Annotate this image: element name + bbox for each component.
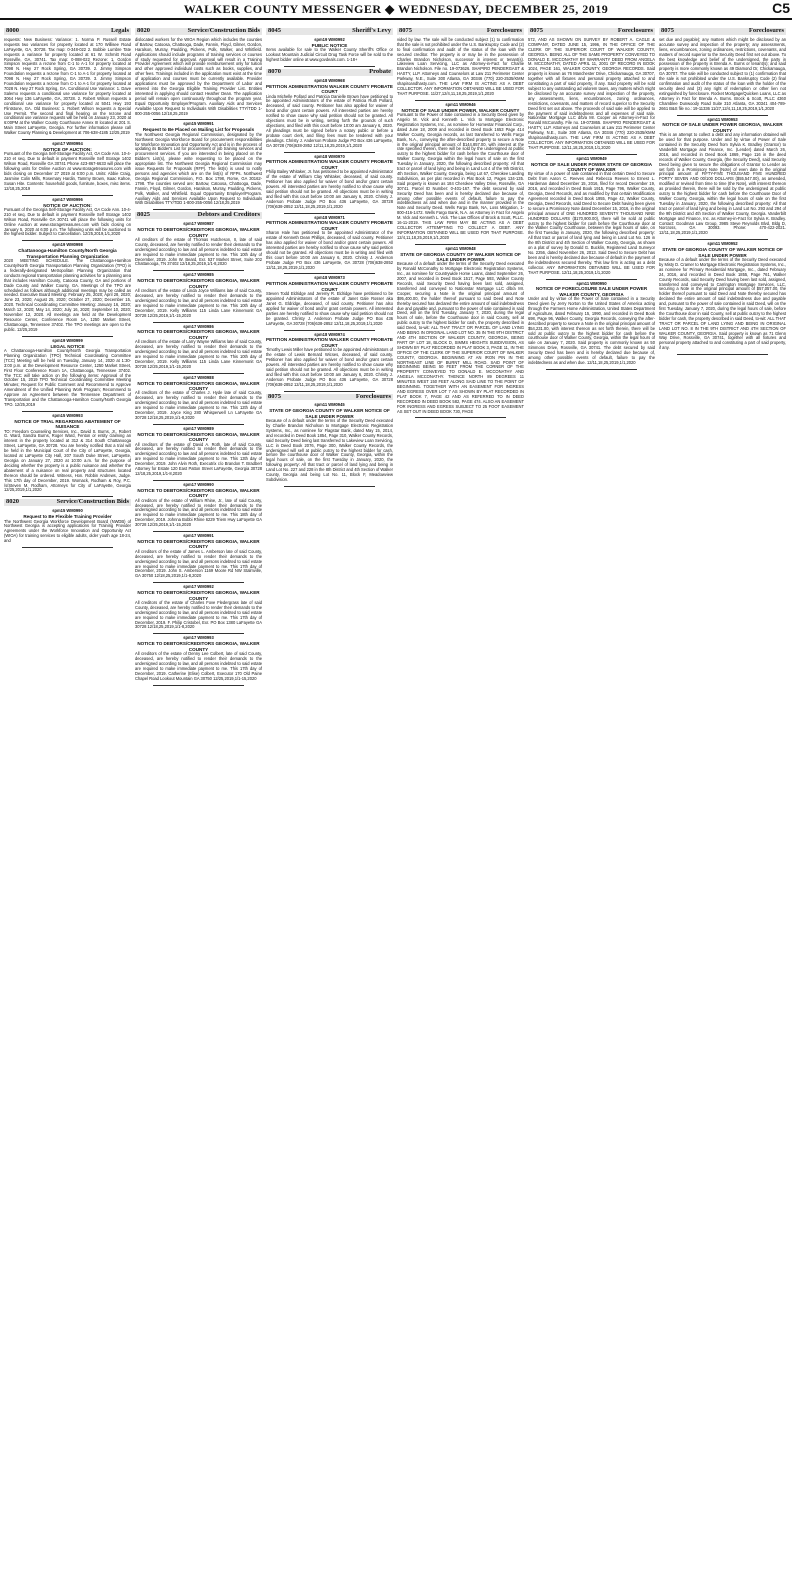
notice-divider [153, 373, 244, 374]
section-title: Foreclosures [748, 27, 784, 34]
notice-divider [22, 411, 113, 412]
notice-title: NOTICE TO DEBTORS/CREDITORS GEORGIA, WALKER COUNTY [137, 431, 260, 443]
notice-divider [284, 152, 375, 153]
legal-notice [135, 222, 262, 267]
notice-title: PETITION ADMINISTRATION WALKER COUNTY PROBATE COURT [266, 83, 393, 95]
notice-divider [153, 685, 244, 686]
column-6 [659, 26, 786, 1580]
legal-notice [135, 585, 262, 630]
section-header [135, 212, 262, 219]
notice-title: NOTICE OF TRIAL REGARDING ABATEMENT OF NUISANCE [14, 418, 121, 430]
notice-body: requests: New Business: Variance: 1. Norma P. Russell Estate requests two variances for property located at 170 Willisee Road LaFayette, GA, 30728. Tax map: 0-348-022 2. Bobbie Lumbre Tate requests a variance for property located at 61 W. Schmitt Road Rossville, GA, 30741. Tax map: 0-088-022 Rezone: 1. Gordon Simpson requests a rezone from C-1 to A-1 for property located at 7098 N. Hwy 27 Rock Spring, GA 30739. 2. Jimmy Simpson Foundation requests a rezone from C-1 to A-1 for property located at 7098 N. Hwy 27 Rock Spring, GA 30739. 3. Jimmy Simpson Foundation requests a rezone from C-1 to A-1 for property located at 7028 N. Hwy 27 Rock Spring, GA. Conditional Use Variance: 1. Dave Salerno requests a conditional use variance for property located at 3064 Hwy 136 LaFayette, GA, 30728. 2. Robert Wilson requests a conditional use variance for property located at 5041 Hwy 193 Flintstone, GA. Old Business: 1. Robert Wilson requests a Special Use Permit. The second and final hearing on the rezone and conditional use variance requests will be held on January 23, 2020 at 6:00PM at the Walker County Courthouse Annex III located at 201 S. Main Street LaFayette, Georgia. For further information please call Walker County Planning & Development at 706-638-4185 12/25,2019 [4, 36, 131, 136]
notice-body: Pursuant of the Georgia Self-Storage Facility Act, GA Code Ann. 10-4-210 et seq. Due to default in payment Rossville Self Storage 1402 Wilson Road, Rossville GA 30741 will place the following units for Online Auction at www.storagetreasures.com with bids closing on January 5, 2020 at 6:00 p.m. The following units will be auctioned to the highest bidder. Subject to Cancellation. 12/25,2019,1/1,2020 [4, 206, 131, 237]
section-number: 8075 [530, 27, 543, 34]
notice-title: PETITION ADMINISTRATION WALKER COUNTY PROBATE COURT [266, 159, 393, 170]
notice-divider [546, 154, 637, 155]
legal-notice [4, 38, 131, 136]
notice-divider [415, 244, 506, 245]
notice-body: Because of a default under the terms of the Security Deed executed by Ronald McConathy to Mortgage Electronic Registration Systems, Inc., as nominee for Countrywide Home Loans, dated September 26, 2007, and recorded in Deed Book 1517, Page 593, Walker County Records, said Security Deed having been last sold, assigned, transferred and conveyed to Nationstar Mortgage LLC d/b/a Mr. Cooper, securing a Note in the original principal amount of $95,400.00, the holder thereof pursuant to said Deed and Note thereby secured has declared the entire amount of said indebtedness due and payable and, pursuant to the power of sale contained in said Deed, will on the first Tuesday, January 7, 2020, during the legal hours of sale, before the Courthouse door in said County, sell at public outcry to the highest bidder for cash, the property described in said Deed, to-wit: ALL THAT TRACT OR PARCEL OF LAND LYING AND BEING IN ORIGINAL LAND LOT NO. 35 IN THE 9TH DISTRICT AND 4TH SECTION OF WALKER COUNTY, GEORGIA, BEING PART OF LOT 18, BLOCK D, SIMMS HEIGHTS SUBDIVISION, AS SHOWN BY PLAT RECORDED IN PLAT BOOK 3, PAGE 11, IN THE OFFICE OF THE CLERK OF THE SUPERIOR COURT OF WALKER COUNTY, GEORGIA. BEGINNING AT AN IRON PIN IN THE NORTHEAST LINE OF BURNT MILL ROAD. SAID POINT OF BEGINNING BEING 50 FEET FROM THE CORNER OF THE PROPERTY CONVEYED TO DONALD E. MCCONATHY AND ANGELA MCCONATHY. THENCE NORTH 89 DEGREES 11 MINUTES WEST 150 FEET ALONG SAID LINE TO THE POINT OF BEGINNING. TOGETHER WITH AN EASEMENT FOR INGRESS AND EGRESS OVER LOT 7 AS SHOWN BY PLAT RECORDED IN PLAT BOOK 7, PAGE 42 AND AS REFERRED TO IN DEED RECORDED IN DEED BOOK 582, PAGE 474. ALSO AN EASEMENT FOR INGRESS AND EGRESS SUBJECT TO 25 FOOT EASEMENT AS SET OUT IN DEED BOOK 730, PAGE [397, 261, 524, 414]
notice-body: All creditors of the estate of Denny Lee Colbert, late of said County, deceased, are hereby notified to render their demands to the undersigned according to law, and all persons indebted to said estate are required to make immediate payment to me. This 17th day of December, 2019. Catherine (Elise) Colbert, Executor 170 Old Paine Chapel Road Lookout Mountain GA 30750 12/25,2019,1/1-15,2020 [135, 651, 262, 681]
notice-title: NOTICE TO DEBTORS/CREDITORS GEORGIA, WALKER COUNTY [137, 278, 260, 289]
notice-title: STATE OF GEORGIA COUNTY OF WALKER NOTICE OF SALE UNDER POWER [662, 247, 783, 258]
notice-divider [22, 547, 113, 548]
legal-notice [135, 325, 262, 370]
notice-title: LEGAL NOTICE [50, 343, 85, 349]
notice-divider [415, 100, 506, 101]
legal-notice [397, 247, 524, 415]
notice-title: NOTICE OF SALE UNDER POWER GEORGIA, WALKER COUNTY [662, 122, 783, 133]
notice-id: spm17 WM0994 [52, 141, 83, 147]
column-5 [528, 26, 655, 1580]
notice-title: STATE OF GEORGIA COUNTY OF WALKER NOTICE OF SALE UNDER POWER [269, 408, 390, 419]
legal-notice [135, 122, 262, 206]
notice-id: spm19 WM0998 [52, 242, 83, 248]
legal-notice [135, 534, 262, 579]
notice-body: All creditors of the estate of Charles J. Hyde late of said County, deceased, are hereby notified to render their demands to the undersigned according to law, and all persons indebted to said estate are required to make immediate payment to me. This 12th day of December, 2019. Joyce King 280 Whisperwell Ln LaFayette GA 30728 12/18,25,2019,1/1-8,2020 [135, 390, 262, 420]
notice-divider [546, 369, 637, 370]
notice-body: The Northwest Georgia Workforce Development Board (NWDB) of Northwest Georgia is accepting applications for Training Provider Agreements under the Workforce Innovation and Opportunity Act (WIOA) for training services to eligible adults, older youth age 18-24, and [4, 518, 131, 544]
legal-notice [266, 38, 393, 63]
section-title: Legals [110, 27, 129, 34]
notice-title: NOTICE OF AUCTION: [43, 202, 92, 208]
notice-divider [677, 115, 768, 116]
notice-divider [677, 354, 768, 355]
column-4 [397, 26, 524, 1580]
notice-body: 2020 MEETING SCHEDULE. The Chattanooga-Hamilton County/North Georgia Transportation Planning Organization (TPO) is a federally-designated Metropolitan Planning Organization that conducts regional transportation planning activities for a planning area that includes Hamilton County, Catoosa County, GA and portions of Dade County and Walker County, GA. Meetings of the TPO are scheduled as follows although additional meetings may be called as needed. Executive Board Meeting: February 25, 2020; April 28, 2020; June 23, 2020; August 25, 2020; October 27, 2020; December 15, 2020. Technical Coordinating Committee Meeting: January 16, 2020; March 12, 2020; May 14, 2020; July 16, 2020; September 10, 2020; November 12, 2020. All meetings are held at the Development Resource Center, Conference Room 1A, 1250 Market Street, Chattanooga, Tennessee 37402. The TPO meetings are open to the public. 12/25,2019 [4, 258, 131, 332]
notice-id: spm11 WM0952 [707, 241, 738, 247]
legal-notice [266, 403, 393, 483]
notice-divider [153, 119, 244, 120]
legal-notice [4, 198, 131, 238]
notice-body: Steven Todd Eldridge and Jeremy R. Eldridge have petitioned to be appointed Administrators of the estate of Janet Gale Rosser aka Janet G. Eldridge, deceased, of said county. Petitioner has also applied for waiver of bond and/or grant certain powers. All interested parties are hereby notified to show cause why said petition should not be granted. Christy J. Anderson Probate Judge PO Box 436 LaFayette, GA 30728 (706)638-2852 12/11,18,25,2019,1/1,2020 [266, 291, 393, 326]
notice-body: All creditors of the estate of Larry Wayne Williams late of said County, deceased, are hereby notified to render their demands to the undersigned according to law, and all persons indebted to said estate are required to make immediate payment to me. This 10th day of December, 2019. Kelly Williams 115 Linda Lane Kinnemonit GA 30728 12/25,2019,1/1-15,2020 [135, 339, 262, 369]
notice-title: NOTICE TO DEBTORS/CREDITORS GEORGIA, WALKER COUNTY [137, 590, 260, 601]
legal-notice [266, 333, 393, 388]
section-number: 8020 [6, 498, 19, 506]
notice-divider [22, 240, 113, 241]
legal-notice [4, 339, 131, 408]
legal-notice [528, 282, 655, 366]
column-1 [4, 26, 131, 1580]
notice-body: Because of a default under the terms of the Security Deed executed by Charlie Brandon Nicholson to Mortgage Electronic Registration Systems, Inc., as nominee for Flagstar Bank, dated May 15, 2014, and recorded in Deed Book 1854, Page 310, Walker County Records, said Security Deed being last transferred to Lakeview Loan Servicing, LLC in Deed Book 2076, Page 300, Walker County Records, the undersigned will sell at public outcry to the highest bidder for cash, before the courthouse door of Walker County, Georgia, within the legal hours of sale, on the first Tuesday in January, 2020, the following property: All that tract or parcel of land lying and being in Land Lot No. 227 and 228 in the 8th District and 4th Section of Walker County, Georgia and being Lot No. 11, Block F, Meadowview Subdivision. [266, 418, 393, 482]
notice-id: spm17 WM0987 [183, 221, 214, 227]
column-2 [135, 26, 262, 1580]
notice-title: PETITION ADMINISTRATION WALKER COUNTY PROBATE COURT [266, 220, 393, 231]
notice-divider [153, 480, 244, 481]
notice-id: spm17 WM0991 [183, 533, 214, 539]
notice-title: Chattanooga-Hamilton County/North Georgia Transportation Planning Organization [18, 248, 117, 259]
notice-id: spm17 WM0992 [183, 584, 214, 590]
notice-id: spm18 WM0971 [314, 214, 345, 220]
section-title: Probate [369, 67, 391, 75]
section-number: 8075 [268, 392, 281, 400]
masthead [0, 0, 792, 20]
notice-id: spm15 WM0991 [183, 121, 214, 127]
notice-title: NOTICE OF SALE UNDER POWER, WALKER COUNTY [401, 107, 520, 113]
notice-body: All creditors of the estate of James L. Amberson late of said County, deceased, are hereby notified to render their demands to the undersigned according to law, and all persons indebted to said estate are required to make immediate payment to me. This 17th day of December, 2019. John S. Amberson 1169 Moore Rd NW Stalmville, GA 30750 12/18,25,2019,1/1-8,2020 [135, 548, 262, 579]
notice-body: Linda Michelle Pollard and Patricia Danielle Brown have petitioned to be appointed Administrators of the estate of Patricia Ruth Pollard, deceased, of said county. Petitioner has also applied for waiver of bond and/or grant certain powers. All interested parties are hereby notified to show cause why said petition should not be granted. All objections must be in writing, setting forth the grounds of such objections, and filed with this court before 10:00 am January 6, 2020. All pleadings must be signed before a notary public or before a probate court clerk, and filing fees must be tendered with your pleadings. Christy J. Anderson Probate Judge PO Box 436 LaFayette, GA 30728 (706)638-2852 12/11,18,25,2019,1/1,2020 [266, 93, 393, 148]
section-header [135, 28, 262, 35]
notice-title: NOTICE OF AUCTION: [43, 146, 92, 152]
notice-divider [546, 279, 637, 280]
section-title: Sheriff's Levy [352, 27, 391, 34]
notice-id: spm17 WM0986 [183, 323, 214, 329]
notice-id: spm18 WM0973 [314, 275, 345, 281]
notice-id: spm11 WM0946 [445, 101, 476, 107]
notice-divider [284, 273, 375, 274]
notice-divider [153, 270, 244, 271]
notice-id: spm17 WM0990 [183, 481, 214, 487]
section-title: Service/Construction Bids [187, 27, 260, 34]
section-header [4, 499, 131, 506]
section-title: Service/Construction Bids [56, 498, 129, 506]
notice-id: spm18 WM0970 [314, 153, 345, 159]
notice-divider [22, 195, 113, 196]
section-header [4, 28, 131, 35]
notice-divider [22, 336, 113, 337]
notice-body: Pursuant to the Power of Sale contained in a Security Deed given by Angelo M. Vick and Kenneth L. Vick to Mortgage Electronic Registration Systems, Inc., as nominee for Homestar Financial Corp., dated June 18, 2009 and recorded in Deed Book 1653 Page 414 Walker County, Georgia records, as last transferred to Wells Fargo Bank, N.A., conveying the after-described property to secure a Note in the original principal amount of $144,857.00, with interest at the rate specified therein, there will be sold by the undersigned at public outcry to the highest bidder for cash before the Courthouse door of Walker County, Georgia within the legal hours of sale on the first Tuesday in January, 2020, the following described property: All that tract or parcel of land lying and being in Land Lot 4 of the 9th District, 4th Section, Walker County, Georgia, being Lot 67, Cherokee Landing Subdivision, as per plat recorded in Plat Book 12, Pages 134-135. Said property is known as 184 Cherokee Valley Drive, Rossville, GA 30741. Parcel ID Number: 0-401-167. The debt secured by said Security Deed has been and is hereby declared due because of, among other possible events of default, failure to pay the indebtedness as and when due and in the manner provided in the Note and Security Deed. Wells Fargo Bank, NA, Loss Mitigation, 1-800-416-1472. Wells Fargo Bank, N.A. as Attorney in Fact for Angelo M. Vick and Kenneth L. Vick. The Law Offices of Brock & Scott, PLLC. 16-11-2019. THIS LAW FIRM MAY BE ACTING AS A DEBT COLLECTOR ATTEMPTING TO COLLECT A DEBT. ANY INFORMATION OBTAINED WILL BE USED FOR THAT PURPOSE. 12/4,11,18,25,2019,1/1,2020 [397, 112, 524, 240]
legal-notice [4, 414, 131, 494]
notice-title: NOTICE TO DEBTORS/CREDITORS GEORGIA, WALKER COUNTY [137, 329, 260, 340]
notice-body: TO: Freedom Counseling Services, Inc., David S. Burns, Jr., Robert G. Ward, Sandra Burns, Roger Ward, Fenton or entity claiming an interest in the property located at 312 & 314 South Chattanooga Street, LaFayette, GA 30728. You are hereby notified that a trial will be held in the Municipal Court of the City of LaFayette, Georgia, located at LaFayette City Hall, 207 South Duke Street, LaFayette, Georgia on January 27, 2020 at 10:00 a.m. for the purpose of deciding whether the property is a public nuisance and whether the abatement of a nuisance on real property and structures located thereon should be ordered. Witness, Hon. Robbin Andrews, Judge. This 17th day of December, 2019. Womack, Rodham & Roy, P.C. /s/Steven M. Rodham, Attorneys for City of LaFayette, Georgia 12/25,2019,1/1,2020 [4, 428, 131, 493]
notice-id: spm19 WM0992 [314, 36, 345, 42]
notice-divider [153, 209, 244, 210]
legal-notice [4, 243, 131, 332]
section-header [266, 69, 393, 76]
notice-id: spm15 WM0990 [52, 508, 83, 514]
legal-notice [659, 118, 786, 237]
section-header [659, 28, 786, 35]
notice-body: All creditors of the estate of William Rhine, Jr., late of said County, deceased, are hereby notified to render their demands to the undersigned according to law, and all persons indebted to said estate are required to make immediate payment to me. This 18th day of December, 2019. Johnna Bobbi Rhine 6229 Triem Hwy LaFayette GA 30728 12/25,2019,1/1-15,2020 [135, 497, 262, 528]
section-number: 8025 [137, 211, 150, 219]
notice-id: spm15 WM0993 [52, 412, 83, 418]
notice-title: PUBLIC NOTICE [311, 42, 348, 48]
notice-title: STATE OF GEORGIA COUNTY OF WALKER NOTICE OF SALE UNDER POWER [400, 251, 521, 262]
notice-body: All creditors of the estate of David A. Roth, late of said County, deceased, are hereby notified to render their demands to the undersigned according to law and all persons indebted to said estate are required to make immediate payment to me. This 13th day of December, 2019. John Alvin Roth, Executrix c/o Brandon T. Bradbert Attorney for Estate 120 East Patton Street LaFayette, Georgia 30728 12/18,25,2019,1/1-8,2020 [135, 441, 262, 476]
legal-notice [266, 216, 393, 271]
notice-title: Request to Be Flexible Training Provider [23, 514, 112, 520]
notice-divider [415, 417, 506, 418]
notice-title: Request to Be Placed on Mailing List for Proposals [142, 127, 255, 133]
notice-divider [284, 486, 375, 487]
legal-notice [135, 376, 262, 421]
legal-notice [266, 155, 393, 210]
legal-notice [135, 273, 262, 318]
notice-title: NOTICE TO DEBTORS/CREDITORS GEORGIA, WALKER COUNTY [137, 380, 260, 391]
legal-notice [528, 38, 655, 151]
notice-title: NOTICE TO DEBTORS/CREDITORS GEORGIA, WALKER COUNTY [137, 227, 260, 238]
notice-body: All creditors of the estate of Thomas Hutcheson, II, late of said County, deceased, are hereby notified to render their demands to the undersigned according to law and all persons indebted to said estate are required to make immediate payment to me. This 10th day of December, 2019. John W. Beard, Exr. 537 Market Street, Suite 202 Chattanooga, TN 37402 12/18,25,2019,1/1-8,2020 [135, 236, 262, 267]
notice-body: Because of a default under the terms of the Security Deed executed by Misty D. Cramer to Mortgage Electronic Registration Systems, Inc., as nominee for Primary Residential Mortgage, Inc., dated February 24, 2016, and recorded in Deed Book 1855, Page 761, Walker County Records, said Security Deed having been last sold, assigned, transferred and conveyed to Carrington Mortgage Services, LLC, securing a Note in the original principal amount of $57,057.00, the holder thereof pursuant to said Deed and Note thereby secured has declared the entire amount of said indebtedness due and payable and, pursuant to the power of sale contained in said Deed, will on the first Tuesday, January 7, 2020, during the legal hours of sale, before the Courthouse door in said County, sell at public outcry to the highest bidder for cash, the property described in said Deed, to-wit: ALL THAT TRACT OR PARCEL OF LAND LYING AND BEING IN ORIGINAL LAND LOT NO. 8 IN THE 9TH DISTRICT AND 4TH SECTION OF WALKER COUNTY, GEORGIA. Said property is known as 71 Glenn Way Drive, Rossville, GA 30741, together with all fixtures and personal property attached to and constituting a part of said property, if any. [659, 256, 786, 351]
notice-body: Under and by virtue of the Power of Sale contained in a Security Deed given by Jerry Norton to the United States of America acting through the Farmers Home Administration, United States Department of Agriculture, dated February 15, 1990, and recorded in Deed Book 698, Page 96, Walker County, Georgia Records, conveying the after-described property to secure a Note in the original principal amount of $54,231.00, with interest thereon as set forth therein, there will be sold at public outcry to the highest bidder for cash before the courthouse door of Walker County, Georgia, within the legal hours of sale on January 7, 2020. Said property is commonly known as 50 Simmons Drive, Rossville, GA 30741. The debt secured by said Security Deed has been and is hereby declared due because of, among other possible events of default, failure to pay the indebtedness as and when due. 12/11,18,25,2019,1/1,2020 [528, 296, 655, 365]
section-number: 8075 [661, 27, 674, 34]
notice-id: spm18 WM0974 [314, 331, 345, 337]
notice-id: spm17 WM0996 [52, 196, 83, 202]
notice-title: NOTICE OF SALE UNDER POWER STATE OF GEORGIA COUNTY OF WALKER [530, 161, 653, 173]
notice-body: All creditors of the estate of Linda Joyce Williams late of said County, deceased, are hereby notified to render their demands to the undersigned according to law, and all persons indebted to said estate are required to make immediate payment to me. This 10th day of December, 2019. Kelly Williams 115 Linda Lane Kinnemonit GA 30728 12/25,2019,1/1-15,2020 [135, 288, 262, 318]
notice-id: spm17 WM0989 [183, 425, 214, 431]
legal-notice [266, 276, 393, 326]
section-title: Foreclosures [617, 27, 653, 34]
notice-title: PETITION ADMINISTRATION WALKER COUNTY PROBATE COURT [266, 281, 393, 292]
legal-notice [397, 38, 524, 97]
notice-id: spm11 WM0953 [707, 116, 738, 122]
legal-notice [4, 142, 131, 192]
section-number: 8075 [399, 27, 412, 34]
notice-body: dislocated workers for the WIOA Region which includes the counties of Bartow, Catoosa, Chattooga, Dade, Fannin, Floyd, Gilmer, Gordon, Haralson, Murray, Paulding, Pickens, Polk, Walker, and Whitfield. Applications should include programs of training services or courses of study requested for approval. Approval will result in a Training Provider Agreement which will provide reimbursement only for tuition and other approved individual costs such as books, supplies, and other fees. Trainings included in the application must exist at the time of application and courses must be currently available. Provider applications must be approved by the Department of Labor and entered into the Georgia Eligible Training Provider List. Entities interested in applying should contact Heather Dean. The application period will remain open continuously throughout the program year. Equal Opportunity Employer/Program. Auxiliary Aids and Services Available Upon Request to Individuals With Disabilities TTY/TDD 1-800-255-0056 12/18,25,2019 [135, 36, 262, 116]
notice-divider [677, 239, 768, 240]
notice-divider [153, 322, 244, 323]
legal-notice [4, 509, 131, 544]
notice-title: NOTICE TO DEBTORS/CREDITORS GEORGIA, WALKER COUNTY [137, 538, 260, 550]
notice-body: Items available for sale to the Walker County Sheriff's Office or Lookout Mountain Judicial Circuit Drug Task Force will be sold to the highest bidder online at www.govdeals.com. 1-18+ [266, 47, 393, 63]
notice-id: spm11 WM0945 [314, 402, 345, 408]
section-header [266, 28, 393, 35]
legal-notice [528, 157, 655, 276]
section-number: 8045 [268, 27, 281, 34]
notice-divider [22, 139, 113, 140]
notice-body: Timothy Lewis Miller have petitioned to be appointed Administrators of the estate of Lewis Bernard Wicses, deceased, of said county. Petitioner has also applied for waiver of bond and/or grant certain powers. All interested parties are hereby notified to show cause why said petition should not be granted. All objections must be in writing and filed with this court before 10:00 am January 6, 2020. Christy J. Anderson Probate Judge PO Box 436 LaFayette, GA 30728 (706)638-2852 12/11,18,25,2019,1/1,2020 [266, 347, 393, 387]
publication-name: WALKER COUNTY MESSENGER [183, 1, 382, 16]
section-number: 8070 [268, 67, 281, 75]
notice-divider [153, 424, 244, 425]
notice-body: vided by law. The sale will be conducted subject (1) to confirmation that the sale is not prohibited under the U.S. Bankruptcy Code and (2) to final confirmation and audit of the status of the loan with the secured creditor. The property is or may be in the possession of Charles Brandon Nicholson, successor in interest or tenant(s). Lakeview Loan Servicing, LLC as Attorney-in-Fact for Charlie Brandon Nicholson. File no. 19-073626. SHAPIRO PENDERGAST & HASTY, LLP. Attorneys and Counselors at Law 211 Perimeter Center Parkway, N.E., Suite 300 Atlanta, GA 30346 (770) 220-2535/KMM shapiroandhasty.com. THE LAW FIRM IS ACTING AS A DEBT COLLECTOR. ANY INFORMATION OBTAINED WILL BE USED FOR THAT PURPOSE. 11/27,12/4,11,18,25,2019,1/1,2020 [397, 36, 524, 96]
notice-divider [284, 391, 375, 392]
notice-divider [153, 633, 244, 634]
notice-id: spm11 WM0948 [445, 245, 476, 251]
classifieds-columns [4, 26, 788, 1580]
notice-body: Sharon Hale has petitioned to be appointed Administrator of the estate of Kenneth Dean Phillips, deceased, of said county. Petitioner has also applied for waiver of bond and/or grant certain powers. All interested parties are hereby notified to show cause why said petition should not be granted. All objections must be in writing and filed with this court before 10:00 am January 6, 2020. Christy J. Anderson Probate Judge PO Box 436 LaFayette, GA 30728 (706)638-2852 12/11,18,25,2019,1/1,2020 [266, 230, 393, 270]
publication-date: WEDNESDAY, DECEMBER 25, 2019 [398, 1, 609, 16]
notice-id: spm17 WM0985 [183, 272, 214, 278]
notice-body: 572, AND AS SHOWN ON SURVEY BY ROBERT A. CAGLE & COMPANY, DATED JUNE 15, 1996, IN THE OFFICE OF THE CLERK OF THE SUPERIOR COURT OF WALKER COUNTY, GEORGIA. BEING ALL OF THE SAME PROPERTY CONVEYED TO DONALD E. MCCONATHY BY WARRANTY DEED FROM ANGELA M. MCCONATHY, DATED APRIL 11, 2001 OF RECORD IN BOOK 1024, PAGE 161, WALKER COUNTY, GEORGIA RECORDS. Said property is known as 76 Manchester Drive, Chickamauga, GA 30707, together with all fixtures and personal property attached to and constituting a part of said property, if any. Said property will be sold subject to any outstanding ad valorem taxes, any matters which might be disclosed by an accurate survey and inspection of the property, any assessments, liens, encumbrances, zoning ordinances, restrictions, covenants, and matters of record superior to the Security Deed first set out above. The proceeds of said sale will be applied to the payment of said indebtedness and all expenses of said sale. Nationstar Mortgage LLC d/b/a Mr. Cooper as Attorney-in-Fact for Ronald McConathy. File no. 19-073865. SHAPIRO PENDERGAST & HASTY, LLP. Attorneys and Counselors at Law 211 Perimeter Center Parkway, N.E., Suite 300 Atlanta, GA 30346 (770) 220-2535/KMM shapiroandhasty.com. THE LAW FIRM IS ACTING AS A DEBT COLLECTOR. ANY INFORMATION OBTAINED WILL BE USED FOR THAT PURPOSE. 12/11,18,25,2019,1/1,2020 [528, 36, 655, 150]
notice-divider [153, 582, 244, 583]
section-title: Foreclosures [355, 392, 391, 400]
notice-id: spm18 WM0968 [314, 77, 345, 83]
notice-body: Philip Bailey Whitaker, Jr. has petitioned to be appointed Administrator of the estate of William Clay Whitaker, deceased, of said county. Petitioner has also applied for waiver of bond and/or grant certain powers. All interested parties are hereby notified to show cause why said petition should not be granted. All objections must be in writing and filed with this court before 10:00 am January 6, 2020. Christy J. Anderson Probate Judge PO Box 436 LaFayette, GA 30728 (706)638-2852 12/11,18,25,2019,1/1,2020 [266, 169, 393, 209]
column-3 [266, 26, 393, 1580]
notice-id: spm11 WM0949 [576, 155, 607, 161]
notice-body: Pursuant of the Georgia Self-Storage Facility Act, GA Code Ann. 10-4-210 et seq. Due to default in payment Rossville Self Storage 1402 Wilson Road, Rossville GA 30741 Phone 423-867-6633 will place the following units for Online Auction at www.storagetreasures.com with bids closing on December 27 2019 at 6:00 p.m. Units: Abbie Craig, Jasmine Colin Mills, Rosemary Hardin, Tammy Brown, Isaac Kahoe, Susan Hite. Contents: household goods, furniture, boxes, misc items. 12/18,25,2019 [4, 151, 131, 191]
notice-divider [284, 213, 375, 214]
section-header [528, 28, 655, 35]
legal-notice [659, 242, 786, 351]
section-header [397, 28, 524, 35]
notice-body: A Chattanooga-Hamilton County/North Georgia Transportation Planning Organization (TPO) Technical Coordinating Committee (TCC) Meeting will be held on Tuesday, January 14, 2020 at 1:30-3:00 p.m. at the Development Resource Center, 1250 Market Street, First Floor Conference Room 1A, Chattanooga, Tennessee 37402. The TCC will take action on the following items: Approval of the October 15, 2019 TPO Technical Coordinating Committee Meeting Minutes; Request for Public Comment and Recommend to Approve Amendment of the Unified Planning Work Program; Recommend to Approve an Agreement between the Tennessee Department of Transportation and the Chattanooga-Hamilton County/North Georgia TPO. 12/25,2019 [4, 347, 131, 407]
notice-divider [153, 531, 244, 532]
legal-notice [135, 38, 262, 117]
notice-body: By virtue of a power of sale contained in that certain Deed to Secure Debt from Aaron C. Reeves and Rebecca Reeves to Ernest L. Hardeman dated December 15, 2016, filed for record December 19, 2016, and recorded in Deed Book 1915, Page 796, Walker County, Georgia, Deed Records, and as modified by that certain Modification Agreement recorded in Deed Book 1955, Page 42, Walker County, Georgia, Deed Records, said Deed to Secure Debt having been given to secure a Promissory Note dated December 15, 2016, in the original principal amount of ONE HUNDRED SEVENTY THOUSAND NINE HUNDRED DOLLARS ($170,900.00), there will be sold at public outcry to the highest bidder for cash before the Courthouse door at the Walker County Courthouse, between the legal hours of sale, on the first Tuesday in January, 2020, the following described property: All that tract or parcel of land lying and being in Land Lot No. 126 in the 8th District and 4th Section of Walker County, Georgia, as shown on a plat of survey by Donald G. Bucklin, Registered Land Surveyor No. 2256, dated November 26, 2013. Said Deed to Secure Debt has been and is hereby declared due because of default in the payment of the indebtedness secured thereby. This law firm is acting as a debt collector. ANY INFORMATION OBTAINED WILL BE USED FOR THAT PURPOSE. 12/11,18,25,2019,1/1,2020 [528, 171, 655, 275]
notice-title: NOTICE OF FORECLOSURE SALE UNDER POWER WALKER COUNTY, GEORGIA [535, 286, 648, 297]
section-number: 8000 [6, 27, 19, 34]
notice-id: spm11 WM0950 [576, 280, 607, 286]
notice-body: This is an attempt to collect a debt and any information obtained will be used for that purpose. Under and by virtue of Power of Sale contained in the Security Deed from Sylvia K. Bradley (Grantor) to Vanderbilt Mortgage and Finance, Inc. (Lender) dated March 26, 2016, and recorded in Deed Book 1869, Page 116 in the deed records of Walker County, Georgia, (the Security Deed), said Security Deed being given to secure the obligations of Grantor to Lender as set forth in a Promissory Note (Note) of even date in the original principal amount of FIFTY-FIVE THOUSAND FIVE HUNDRED FORTY SEVEN AND 00/100 DOLLARS ($55,547.00), as amended, modified or revised from time to time (the Note), with interest thereon as provided therein, there will be sold by the undersigned at public outcry to the highest bidder for cash before the Courthouse Door of Walker County, Georgia, within the legal hours of sale on the first Tuesday in January, 2020, the following described property: All that tract or parcel of land lying and being in Land Lot No. 293 and 294 of the 9th District and 4th Section of Walker County, Georgia. Vanderbilt Mortgage and Finance, Inc. as Attorney-in-Fact for Sylvia K. Bradley. Contact: Goodman Law Group, 3985 Steve Reynolds Blvd, Bldg D, Norcross, GA 30093. Phone: 470-422-2021. 12/11,18,25,2019,1/1,2020 [659, 132, 786, 236]
legal-notice [397, 103, 524, 241]
notice-divider [22, 496, 113, 497]
notice-id: spm19 WM0999 [52, 337, 83, 343]
notice-divider [284, 330, 375, 331]
notice-body: set due and payable); any matters which might be disclosed by an accurate survey and inspection of the property; any assessments, liens, encumbrances, zoning ordinances, restrictions, covenants, and matters of record superior to the Security Deed first set out above. To the best knowledge and belief of the undersigned, the party in possession of the property is Brenda A. Burns or tenant(s); and said property is more commonly known as 49 Diamond Dr, Chickamauga, GA 30707. The sale will be conducted subject to (1) confirmation that the sale is not prohibited under the U.S. Bankruptcy Code (2) final confirmation and audit of the status of the loan with the holder of the security deed and (3) any right of redemption or other lien not extinguished by foreclosure. Rocket Mortgage/Quicken Loans, LLC as Attorney in Fact for Brenda A. Burns. Brock & Scott, PLLC 4360 Chamblee Dunwoody Road Suite 310 Atlanta, GA 30341 404-789-2661 B&S file no.: 19-11336 11/27,12/4,11,18,25,2019,1/1,2020 [659, 36, 786, 111]
legal-notice [135, 636, 262, 681]
notice-id: spm17 WM0993 [183, 635, 214, 641]
legal-notice [135, 427, 262, 477]
section-title: Foreclosures [486, 27, 522, 34]
legal-notice [266, 79, 393, 149]
notice-body: All creditors of the estate of Charles Fove Fledergrass late of said County, deceased, are hereby notified to render their demands to the undersigned according to law, and all persons indebted to said estate are required to make immediate payment to me. This 17th day of December, 2019. F. Philip Cristobel, Exr. PO Box 1380 LaFayette GA 30728 12/18,25,2019,1/1-8,2020 [135, 599, 262, 630]
page-number: C5 [772, 0, 790, 16]
notice-title: NOTICE TO DEBTORS/CREDITORS GEORGIA, WALKER COUNTY [137, 487, 260, 499]
notice-title: NOTICE TO DEBTORS/CREDITORS GEORGIA, WALKER COUNTY [137, 641, 260, 652]
section-title: Debtors and Creditors [197, 211, 260, 219]
notice-body: The Northwest Georgia Regional Commission, designated by the Northwest Georgia Workforce Board for procurement responsibilities for Workforce Innovation and Opportunity Act and is in the process of updating its Bidder's List for procurement of job training services and procurement services. If you are interested in being placed on the Bidder's List(s), please write requesting to be placed on the appropriate list. The Northwest Georgia Regional Commission may issue Requests for Proposals (RFP). The list(s) is used to notify persons and agencies which are on the list(s) of RFPs. Northwest Georgia Regional Commission, P.O. Box 1798, Rome, GA 30162-1798. The counties served are: Bartow, Catoosa, Chattooga, Dade, Fannin, Floyd, Gilmer, Gordon, Haralson, Murray, Paulding, Pickens, Polk, Walker, and Whitfield. Equal Opportunity Employer/Program. Auxiliary Aids and Services Available Upon Request to Individuals With Disabilities TTY/TDD 1-800-255-0056 12/18,25,2019 [135, 131, 262, 206]
masthead-title: WALKER COUNTY MESSENGER ◆ WEDNESDAY, DECEMBER 25, 2019 [183, 1, 609, 16]
section-number: 8020 [137, 27, 150, 34]
notice-id: spm17 WM0988 [183, 374, 214, 380]
section-header [266, 394, 393, 401]
notice-divider [284, 66, 375, 67]
legal-notice [135, 483, 262, 528]
notice-title: PETITION ADMINISTRATION WALKER COUNTY PROBATE COURT [266, 337, 393, 348]
legal-notice [659, 38, 786, 112]
